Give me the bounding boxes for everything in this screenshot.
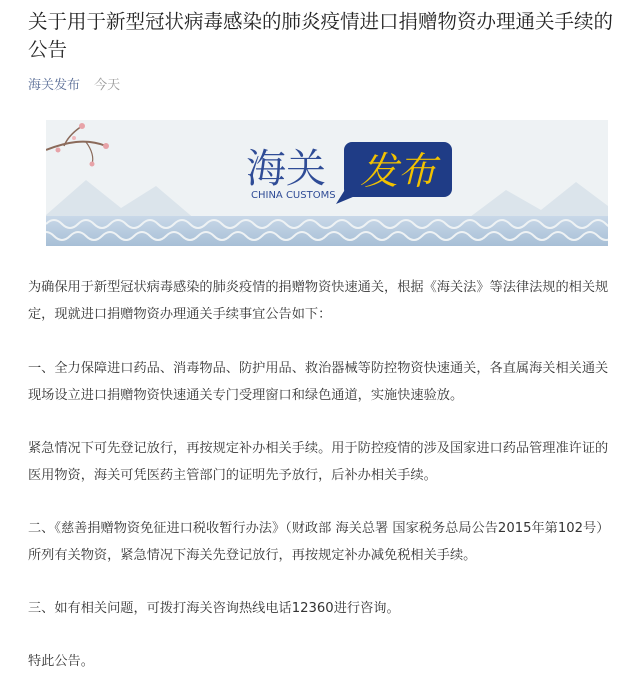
- article-meta: [28, 74, 120, 93]
- banner-graphic: [46, 120, 608, 246]
- paragraph-item-1-note: 紧急情况下可先登记放行，再按规定补办相关手续。用于防控疫情的涉及国家进口药品管理准许证的医用物资，海关可凭医药主管部门的证明先予放行，后补办相关手续。: [28, 441, 609, 483]
- badge-text: 发布: [359, 149, 437, 193]
- plum-blossom-icon: [46, 123, 109, 167]
- logo-en-text: CHINA CUSTOMS: [251, 190, 336, 201]
- cover-banner: [46, 120, 608, 246]
- source-account-link[interactable]: 海关发布: [28, 78, 81, 93]
- paragraph-item-1: 一、全力保障进口药品、消毒物品、防护用品、救治器械等防控物资快速通关，各直属海关相关通关现场设立进口捐赠物资快速通关专门受理窗口和绿色通道，实施快速验放。: [28, 361, 609, 403]
- logo-cn-text: 海关: [246, 146, 326, 192]
- article-title: 关于用于新型冠状病毒感染的肺炎疫情进口捐赠物资办理通关手续的公告: [28, 10, 614, 61]
- publish-date: 今天: [94, 78, 121, 93]
- paragraph-closing: 特此公告。: [28, 654, 94, 669]
- paragraph-intro: 为确保用于新型冠状病毒感染的肺炎疫情的捐赠物资快速通关，根据《海关法》等法律法规的相关规定，现就进口捐赠物资办理通关手续事宜公告如下：: [28, 280, 609, 322]
- paragraph-item-2: 二、《慈善捐赠物资免征进口税收暂行办法》（财政部 海关总署 国家税务总局公告2015年第102号）所列有关物资，紧急情况下海关先登记放行，再按规定补办减免税相关手续。: [28, 521, 610, 563]
- paragraph-item-3: 三、如有相关问题，可拨打海关咨询热线电话12360进行咨询。: [28, 601, 400, 616]
